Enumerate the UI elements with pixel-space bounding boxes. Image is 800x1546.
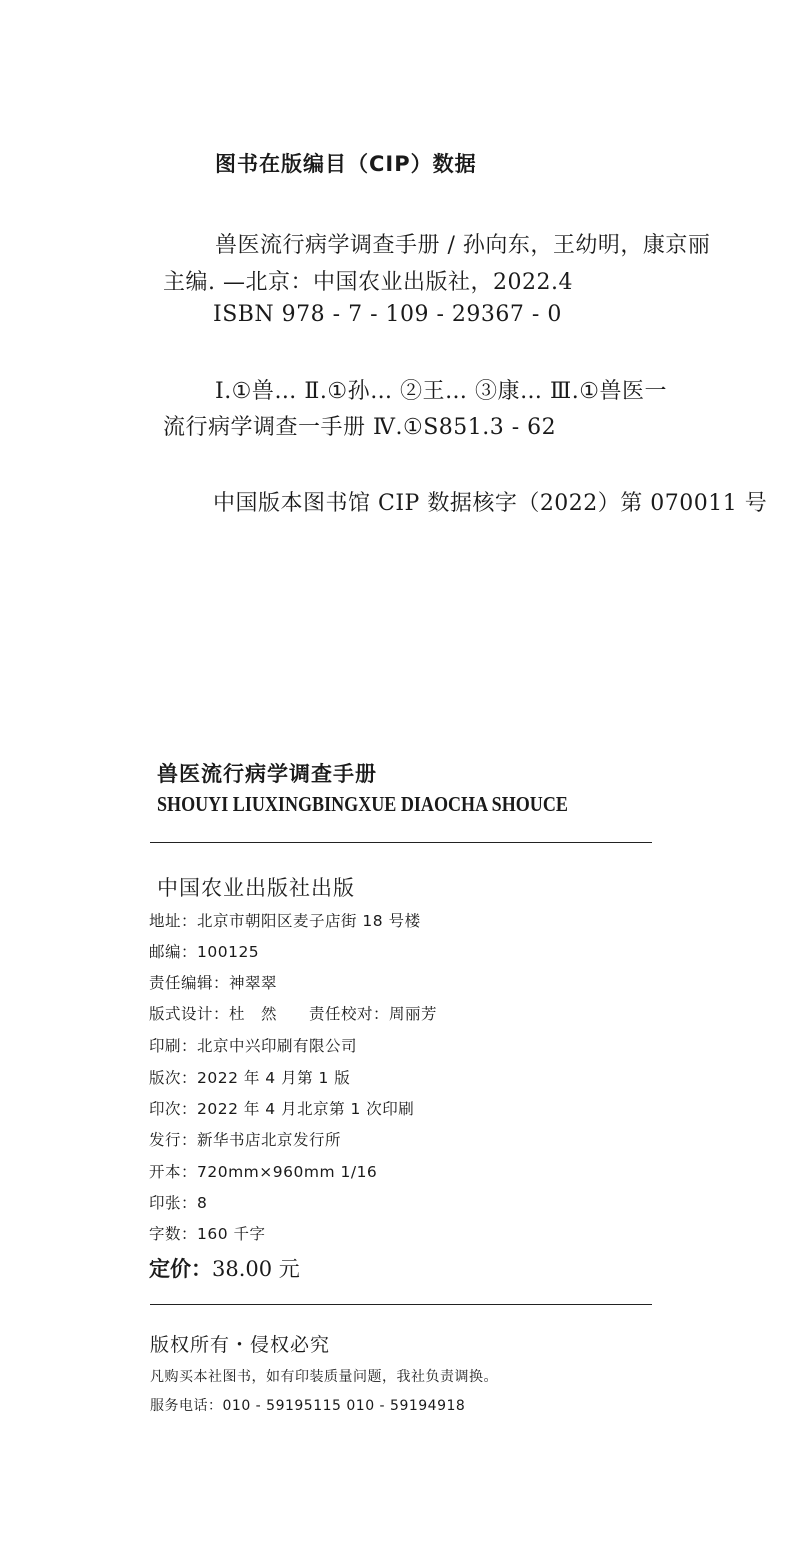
divider-bottom [150,1304,652,1305]
editor: 责任编辑：神翠翠 [149,974,278,992]
service-phone: 服务电话：010 - 59195115 010 - 59194918 [150,1398,466,1414]
cip-subject-line-1: Ⅰ.①兽… Ⅱ.①孙… ②王… ③康… Ⅲ.①兽医一 [215,379,667,404]
price-label: 定价： [149,1257,212,1281]
cip-isbn: ISBN 978 - 7 - 109 - 29367 - 0 [213,302,562,327]
distributor: 发行：新华书店北京发行所 [149,1131,342,1149]
book-title-en: SHOUYI LIUXINGBINGXUE DIAOCHA SHOUCE [157,792,568,816]
cip-verification: 中国版本图书馆 CIP 数据核字（2022）第 070011 号 [213,491,768,516]
price [149,1253,300,1283]
exchange-notice: 凡购买本社图书，如有印装质量问题，我社负责调换。 [150,1369,498,1385]
cip-subject-line-2: 流行病学调查一手册 Ⅳ.①S851.3 - 62 [163,415,557,440]
divider-top [150,842,652,843]
book-title-cn: 兽医流行病学调查手册 [157,762,377,786]
printer: 印刷：北京中兴印刷有限公司 [149,1037,358,1055]
cip-record-line-2: 主编. —北京：中国农业出版社，2022.4 [163,270,573,295]
copyright: 版权所有・侵权必究 [150,1334,331,1356]
word-count: 字数：160 千字 [149,1225,266,1243]
design-proofreading: 版式设计：杜 然 责任校对：周丽芳 [149,1005,438,1023]
publisher: 中国农业出版社出版 [157,876,355,900]
edition: 版次：2022 年 4 月第 1 版 [149,1069,351,1087]
cip-record-line-1: 兽医流行病学调查手册 / 孙向东，王幼明，康京丽 [215,233,711,258]
sheets: 印张：8 [149,1194,208,1212]
format: 开本：720mm×960mm 1/16 [149,1163,378,1181]
price-value: 38.00 元 [212,1257,300,1281]
postcode: 邮编：100125 [149,943,260,961]
cip-heading: 图书在版编目（CIP）数据 [215,152,477,176]
printing: 印次：2022 年 4 月北京第 1 次印刷 [149,1100,415,1118]
address: 地址：北京市朝阳区麦子店街 18 号楼 [149,912,421,930]
